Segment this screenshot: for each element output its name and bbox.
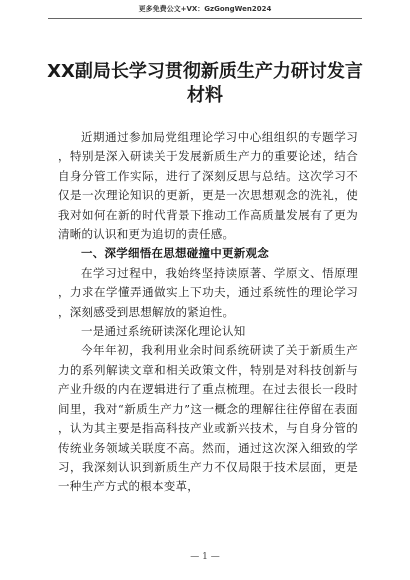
subsection-heading: 一是通过系统研读深化理论认知: [81, 324, 246, 339]
document-title: XX副局长学习贯彻新质生产力研讨发言材料: [47, 61, 363, 106]
page-number: — 1 —: [190, 552, 220, 562]
paragraph-study: 在学习过程中，我始终坚持读原著、学原文、悟原理，力求在学懂弄通做实上下功夫，通过系统性的理论学习，深刻感受到思想解放的紧迫性。: [58, 265, 358, 319]
document-body: [58, 128, 358, 497]
paragraph-reading: 今年年初，我利用业余时间系统研读了关于新质生产力的系列解读文章和相关政策文件，特别是对科技创新与产业升级的内在逻辑进行了重点梳理。在过去很长一段时间里，我对“新质生产力”这一概念的理解往往停留在表面，认为其主要是指高科技产业或新兴技术，与自身分管的传统业务领域关联度不高。然而，通过这次深入细致的学习，我深刻认识到新质生产力不仅局限于技术层面，更是一种生产方式的根本变革，: [58, 343, 358, 494]
page-header: 更多免费公文+VX：GzGongWen2024: [138, 5, 272, 13]
paragraph-intro: 近期通过参加局党组理论学习中心组组织的专题学习，特别是深入研读关于发展新质生产力的重要论述，结合自身分管工作实际，进行了深刻反思与总结。这次学习不仅是一次理论知识的更新，更是一次思想观念的洗礼，使我对如何在新的时代背景下推动工作高质量发展有了更为清晰的认识和更为追切的责任感。: [58, 130, 358, 242]
header-divider: [48, 18, 362, 19]
section-heading: 一、深学细悟在思想碰撞中更新观念: [81, 246, 269, 261]
